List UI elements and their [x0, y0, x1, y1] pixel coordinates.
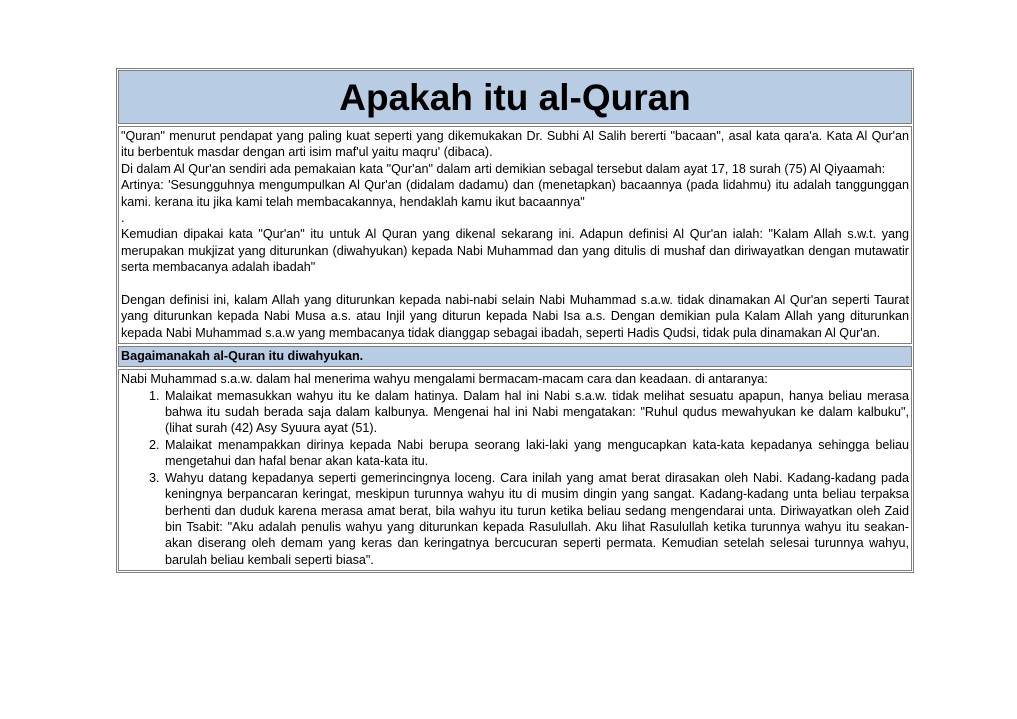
paragraph-spacer — [121, 276, 909, 292]
intro-paragraph-4: . — [121, 211, 125, 226]
section-lead: Nabi Muhammad s.a.w. dalam hal menerima wahyu mengalami bermacam-macam cara dan keadaan. di antaranya: — [121, 372, 768, 387]
intro-section — [118, 126, 912, 344]
list-item: 2. Malaikat menampakkan dirinya kepada Nabi berupa seorang laki-laki yang mengucapkan kata-kata kepadanya sehingga beliau mengetahui dan hafal benar akan kata-kata itu. — [163, 437, 909, 470]
intro-paragraph-5: Kemudian dipakai kata "Qur'an" itu untuk Al Quran yang dikenal sekarang ini. Adapun definisi Al Qur'an ialah: "Kalam Allah s.w.t. yang merupakan mukjizat yang diturunkan (diwahyukan) kepada Nabi Muhammad dan yang ditulis di mushaf dan diriwayatkan dengan mutawatir serta membacanya adalah ibadah" — [121, 227, 909, 275]
page-title: Apakah itu al-Quran — [118, 70, 912, 124]
document-table — [116, 68, 914, 573]
list-item: 3. Wahyu datang kepadanya seperti gemerincingnya loceng. Cara inilah yang amat berat dirasakan oleh Nabi. Kadang-kadang pada keningnya berpancaran keringat, meskipun turunnya wahyu itu di musim dingin yang sangat. Kadang-kadang unta beliau terpaksa berhenti dan duduk karena merasa amat berat, bila wahyu itu turun ketika beliau sedang mengendarai unta. Diriwayatkan oleh Zaid bin Tsabit: "Aku adalah penulis wahyu yang diturunkan kepada Rasulullah. Aku lihat Rasulullah ketika turunnya wahyu itu seakan-akan diserang oleh demam yang keras dan keringatnya bercucuran seperti permata. Kemudian setelah selesai turunnya wahyu, barulah beliau kembali seperti biasa". — [163, 470, 909, 568]
intro-paragraph-3: Artinya: 'Sesungguhnya mengumpulkan Al Qur'an (didalam dadamu) dan (menetapkan) bacaannya (pada lidahmu) itu adalah tanggunggan kami. kerana itu jika kami telah membacakannya, hendaklah kamu ikut bacaannya" — [121, 178, 909, 209]
revelation-list — [121, 388, 909, 568]
intro-paragraph-6: Dengan definisi ini, kalam Allah yang diturunkan kepada nabi-nabi selain Nabi Muhammad s.a.w. tidak dinamakan Al Qur'an seperti Taurat yang diturunkan kepada Nabi Musa a.s. atau Injil yang diturun kepada Nabi Isa a.s. Dengan demikian pula Kalam Allah yang diturunkan kepada Nabi Muhammad s.a.w yang membacanya tidak dianggap sebagai ibadah, seperti Hadis Qudsi, tidak pula dinamakan Al Qur'an. — [121, 293, 909, 340]
section-heading: Bagaimanakah al-Quran itu diwahyukan. — [118, 346, 912, 367]
intro-paragraph-1: "Quran" menurut pendapat yang paling kuat seperti yang dikemukakan Dr. Subhi Al Salih bererti "bacaan", asal kata qara'a. Kata Al Qur'an itu berbentuk masdar dengan arti isim maf'ul yaitu maqru' (dibaca). — [121, 129, 909, 160]
intro-paragraph-2: Di dalam Al Qur'an sendiri ada pemakaian kata "Qur'an" dalam arti demikian sebagal tersebut dalam ayat 17, 18 surah (75) Al Qiyaamah: — [121, 161, 886, 176]
list-item: 1. Malaikat memasukkan wahyu itu ke dalam hatinya. Dalam hal ini Nabi s.a.w. tidak melihat sesuatu apapun, hanya beliau merasa bahwa itu sudah berada saja dalam kalbunya. Mengenai hal ini Nabi mengatakan: "Ruhul qudus mewahyukan ke dalam kalbuku", (lihat surah (42) Asy Syuura ayat (51). — [163, 388, 909, 437]
revelation-section — [118, 369, 912, 571]
